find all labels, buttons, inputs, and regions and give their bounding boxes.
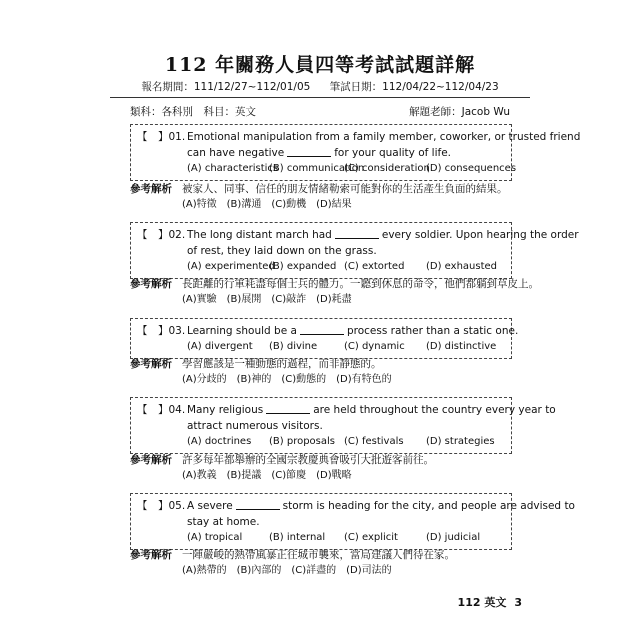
footer-label: 112 英文 [457,596,507,609]
question-number: 【 】01. [137,131,186,143]
answer-options [130,292,539,308]
explanation-text: 長距離的行軍耗盡每個士兵的體力。一聽到休息的命令，他們都躺到草皮上。 [182,278,539,290]
question-text: attract numerous visitors. [187,420,323,432]
question-text: of rest, they laid down on the grass. [187,245,377,257]
answer-label: 參考解析 [130,549,172,561]
option-a: (A) doctrines [187,436,252,447]
question-text: are held throughout the country every year to [313,404,556,416]
answer-explanation-04 [130,452,434,484]
answer-option: (B)溝通 [226,199,262,210]
option-b: (B) internal [269,532,326,543]
answer-blank [300,323,344,335]
answer-label: 參考解析 [130,454,172,466]
registration-period: 報名期間：111/12/27~112/01/05 [141,81,311,93]
option-list [137,434,505,450]
question-number: 【 】03. [137,325,186,337]
question-text: Many religious [187,404,264,416]
question-text: storm is heading for the city, and people are advised to [282,500,575,512]
answer-label: 參考解析 [130,358,172,370]
option-list [137,339,505,355]
answer-option: (B)內部的 [236,565,282,576]
answer-blank [335,227,379,239]
option-c: (C) consideration [344,163,430,174]
teacher-info: 解題老師：Jacob Wu [409,106,510,118]
exam-date: 筆試日期：112/04/22~112/04/23 [329,81,499,93]
question-text: stay at home. [187,516,260,528]
page-title: 112 年關務人員四等考試試題詳解 [164,54,476,76]
answer-option: (C)詳盡的 [291,565,337,576]
option-a: (A) characteristics [187,163,279,174]
question-text: The long distant march had [187,229,332,241]
option-list [137,161,517,177]
answer-option: (A)教義 [182,470,217,481]
option-b: (B) communication [269,163,365,174]
answer-options [130,197,508,213]
option-b: (B) proposals [269,436,335,447]
explanation-text: 被家人、同事、信任的朋友情緒勒索可能對你的生活產生負面的結果。 [182,183,508,195]
option-d: (D) judicial [426,532,481,543]
option-c: (C) festivals [344,436,404,447]
question-text: every soldier. Upon hearing the order [381,229,579,241]
answer-option: (D)司法的 [346,565,392,576]
question-text: process rather than a static one. [346,325,519,337]
answer-option: (C)動態的 [281,374,327,385]
answer-option: (B)神的 [236,374,272,385]
option-a: (A) divergent [187,341,253,352]
answer-label: 參考解析 [130,278,172,290]
option-d: (D) consequences [426,163,517,174]
subject-info: 類科：各科別 科目：英文 [130,106,256,118]
answer-option: (A)特徵 [182,199,217,210]
answer-options [130,563,455,579]
answer-option: (C)動機 [271,199,307,210]
answer-option: (D)結果 [316,199,352,210]
option-d: (D) strategies [426,436,495,447]
answer-option: (D)戰略 [316,470,352,481]
option-d: (D) exhausted [426,261,498,272]
answer-option: (A)熱帶的 [182,565,227,576]
option-list [137,259,505,275]
question-box-02 [130,222,579,279]
question-text: can have negative [187,147,285,159]
answer-blank [266,402,310,414]
answer-explanation-03 [130,356,402,388]
page-footer [458,594,522,610]
question-number: 【 】05. [137,500,186,512]
question-text: for your quality of life. [334,147,452,159]
question-box-03 [130,318,519,359]
exam-meta [110,79,530,98]
question-text: A severe [187,500,233,512]
answer-blank [287,145,331,157]
answer-label: 參考解析 [130,183,172,195]
answer-option: (C)敲詐 [271,294,307,305]
answer-option: (B)提議 [226,470,262,481]
answer-explanation-02 [130,276,539,308]
answer-options [130,468,434,484]
option-c: (C) dynamic [344,341,405,352]
question-text: Learning should be a [187,325,297,337]
explanation-text: 學習應該是一種動態的過程，而非靜態的。 [182,358,382,370]
question-box-04 [130,397,556,454]
question-text: Emotional manipulation from a family member, coworker, or trusted friend [187,131,581,143]
answer-blank [236,498,280,510]
option-a: (A) experimented [187,261,275,272]
explanation-text: 許多每年都舉辦的全國宗教慶典會吸引大批遊客前往。 [182,454,434,466]
question-box-05 [130,493,575,550]
option-b: (B) divine [269,341,318,352]
answer-option: (D)耗盡 [316,294,352,305]
explanation-text: 一陣嚴峻的熱帶風暴正往城市襲來，當局建議人們待在家。 [182,549,455,561]
option-b: (B) expanded [269,261,337,272]
option-c: (C) extorted [344,261,405,272]
answer-option: (B)展開 [226,294,262,305]
answer-options [130,372,402,388]
question-number: 【 】04. [137,404,186,416]
option-list [137,530,505,546]
answer-option: (C)節慶 [271,470,307,481]
answer-option: (A)分歧的 [182,374,227,385]
page-number: 3 [514,596,522,609]
option-c: (C) explicit [344,532,398,543]
question-box-01 [130,124,581,181]
option-d: (D) distinctive [426,341,497,352]
answer-explanation-05 [130,547,455,579]
option-a: (A) tropical [187,532,243,543]
answer-option: (D)有特色的 [336,374,392,385]
answer-explanation-01 [130,181,508,213]
question-number: 【 】02. [137,229,186,241]
answer-option: (A)實驗 [182,294,217,305]
